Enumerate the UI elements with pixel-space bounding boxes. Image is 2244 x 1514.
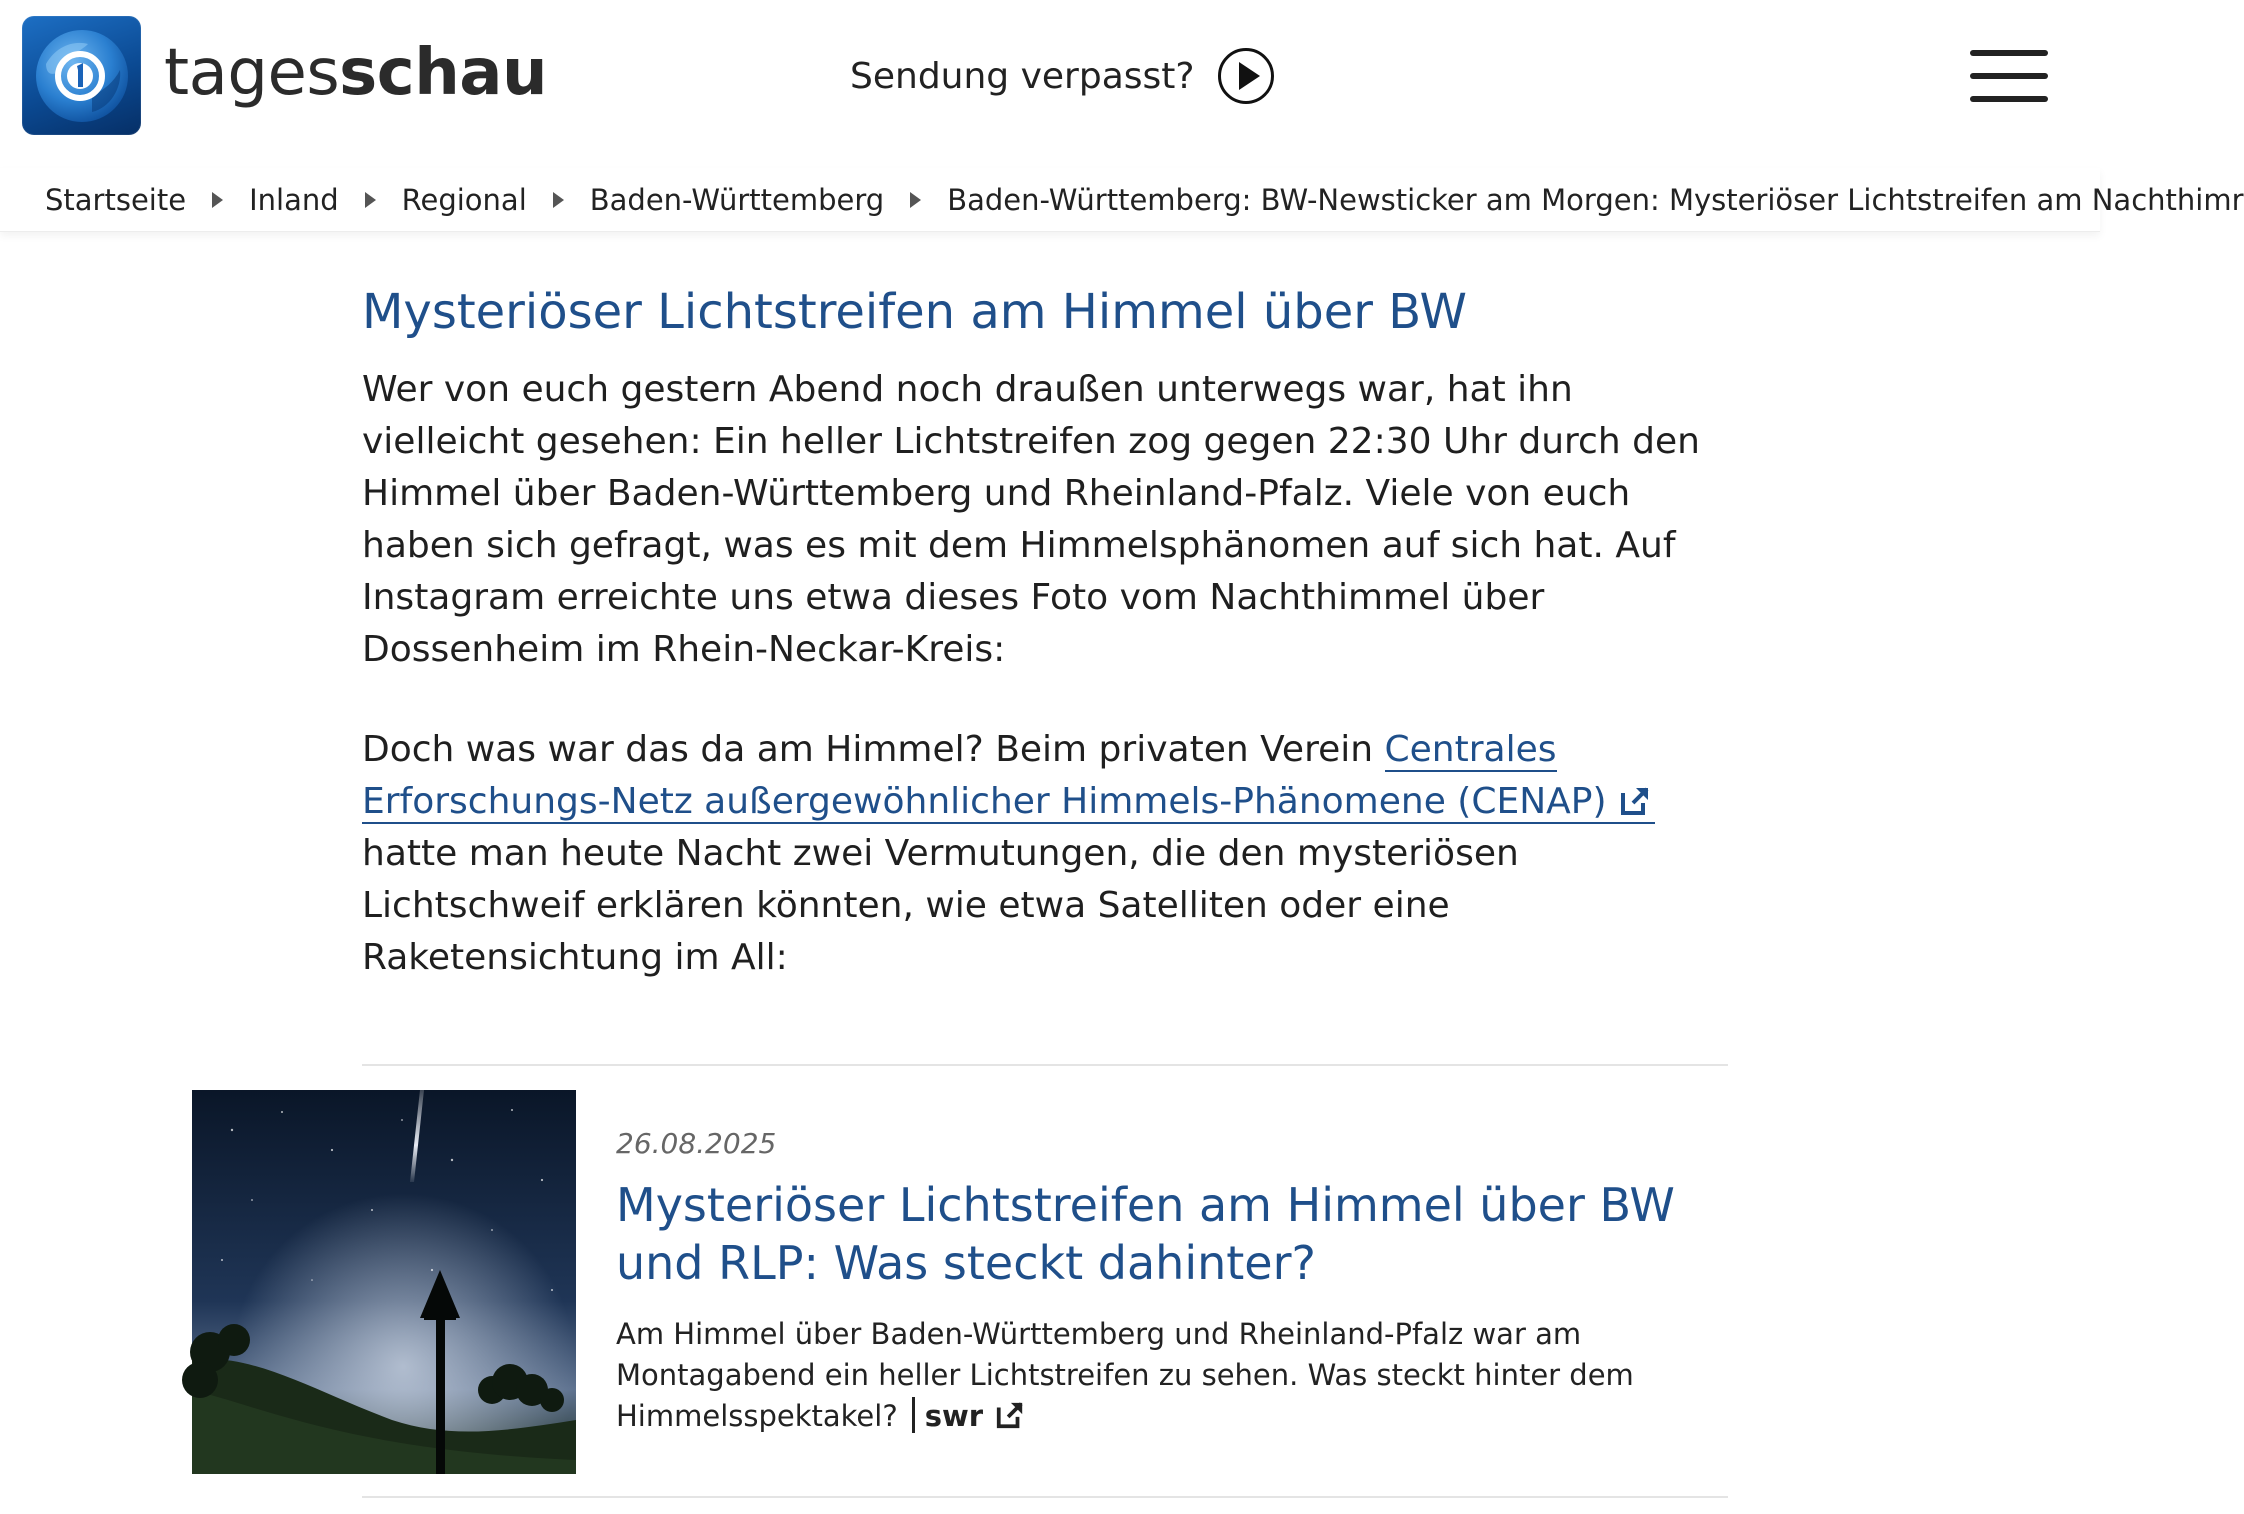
teaser-divider-top: [362, 1064, 1728, 1066]
triangle-right-icon: [910, 192, 921, 208]
source-divider: [912, 1397, 915, 1433]
teaser-date: 26.08.2025: [616, 1127, 777, 1160]
breadcrumb-item-startseite[interactable]: Startseite: [45, 182, 187, 217]
paragraph-2-rest: hatte man heute Nacht zwei Vermutungen, die den mysteriösen Lichtschweif erklären könnten, wie etwa Satelliten oder eine Raketensichtung im All:: [362, 833, 1519, 978]
missed-show-button[interactable]: [850, 44, 1275, 108]
article-paragraph-2: [362, 724, 1732, 984]
article-heading: Mysteriöser Lichtstreifen am Himmel über BW: [362, 284, 1467, 340]
breadcrumb-item-current: Baden-Württemberg: BW-Newsticker am Morgen: Mysteriöser Lichtstreifen am Nachthimr: [947, 182, 2244, 217]
teaser-image[interactable]: [192, 1090, 576, 1474]
cenap-link-text: Centrales Erforschungs-Netz außergewöhnlicher Himmels-Phänomene (CENAP): [362, 729, 1607, 822]
brand-light: tages: [164, 36, 340, 110]
brand-bold: schau: [339, 36, 547, 110]
brand-wordmark[interactable]: [164, 36, 547, 110]
play-circle-icon: [1217, 47, 1275, 105]
breadcrumb-item-regional[interactable]: Regional: [401, 182, 527, 217]
teaser-description: [616, 1314, 1726, 1437]
external-link-icon: [1619, 785, 1651, 817]
teaser-source-link[interactable]: [912, 1399, 1029, 1433]
teaser-divider-bottom: [362, 1496, 1728, 1498]
missed-show-label: Sendung verpasst?: [850, 55, 1195, 97]
article-paragraph-1: Wer von euch gestern Abend noch draußen unterwegs war, hat ihn vielleicht gesehen: Ein heller Lichtstreifen zog gegen 22:30 Uhr durch den Himmel über Baden-Württemberg und Rheinland-Pfalz. Viele von euch haben sich gefragt, was es mit dem Himmelsphänomen auf sich hat. Auf Instagram erreichte uns etwa dieses Foto vom Nachthimmel über Dossenheim im Rhein-Neckar-Kreis:: [362, 369, 1700, 670]
breadcrumb-item-inland[interactable]: Inland: [249, 182, 339, 217]
article-body: [362, 280, 1732, 984]
breadcrumb: [0, 168, 2244, 232]
paragraph-2-intro: Doch was war das da am Himmel? Beim privaten Verein: [362, 729, 1385, 770]
teaser-title-link[interactable]: Mysteriöser Lichtstreifen am Himmel über BW und RLP: Was steckt dahinter?: [616, 1178, 1675, 1290]
triangle-right-icon: [365, 192, 376, 208]
triangle-right-icon: [212, 192, 223, 208]
teaser-source-label: swr: [924, 1399, 984, 1433]
external-link-icon: [995, 1400, 1025, 1430]
hamburger-menu-icon[interactable]: [1970, 50, 2048, 102]
site-header: [0, 0, 2100, 150]
teaser-content: [616, 1124, 1726, 1437]
breadcrumb-item-baden-wuerttemberg[interactable]: Baden-Württemberg: [589, 182, 885, 217]
triangle-right-icon: [553, 192, 564, 208]
teaser-description-text: Am Himmel über Baden-Württemberg und Rheinland-Pfalz war am Montagabend ein heller Lichtstreifen zu sehen. Was steckt hinter dem Himmelsspektakel?: [616, 1317, 1634, 1433]
tagesschau-logo-icon[interactable]: [22, 16, 141, 135]
